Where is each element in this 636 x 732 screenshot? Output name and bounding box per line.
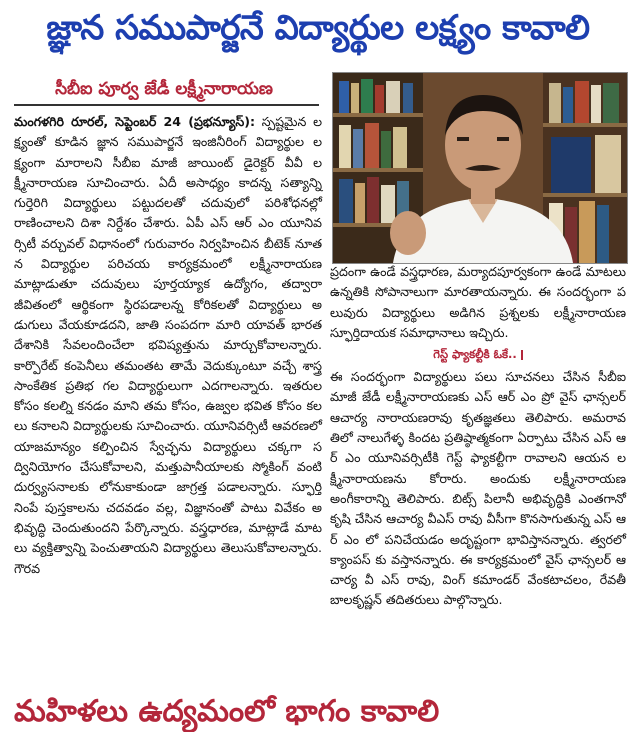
article-left-body: స్పష్టమైన లక్ష్యంతో కూడిన జ్ఞాన సముపార్జనే ఇంజినీరింగ్ విద్యార్థుల లక్ష్యంగా మారాలని సీబీఐ మాజీ జాయింట్ డైరెక్టర్ వీవీ లక్ష్మీనారాయణ సూచించారు. ఏదీ అసాధ్యం కాదన్న సత్యాన్ని గుర్తెరిగి విద్యార్థులు పట్టుదలతో చదువులో పరిశోధనల్లో రాణించాలని దిశా నిర్దేశం చేశారు. ఏపీ ఎస్ ఆర్ ఎం యూనివర్సిటీ వర్చువల్ విధానంలో గురువారం నిర్వహించిన బీటెక్ నూతన విద్యార్థుల పరిచయ కార్యక్రమంలో లక్ష్మీనారాయణ మాట్లాడుతూ చదువులు పూర్తయ్యాక ఉద్యోగం, తద్వారా జీవితంలో ఆర్థికంగా స్థిరపడాలన్న కోరికలతో విద్యార్థులు అడుగులు వేయకూడదని, జాతి సంపదగా మారి యావత్ భారతదేశానికి సేవలందించేలా భవిష్యత్తును మార్చుకోవాలన్నారు. కార్పొరేట్ కంపెనీలు తమంతట తామే వెదుక్కుంటూ వచ్చే శాస్త్ర సాంకేతిక ప్రతిభ గల విద్యార్థులుగా ఎదగాలన్నారు. ఇతరుల కోసం కలల్ని కనడం మాని తమ కోసం, ఉజ్వల భవిత కోసం కలలు కనాలని విద్యార్థులకు సూచించారు. యూనివర్సిటీ ఆవరణలో యాజమాన్యం కల్పించిన స్వేచ్ఛను విద్యార్థులు చక్కగా సద్వినియోగం చేసుకోవాలని, మత్తుపానీయాలకు స్మోకింగ్ వంటి దుర్వ్యసనాలకు లోనుకాకుండా జాగ్రత్త పడాలన్నారు. స్ఫూర్తి నింపే పుస్తకాలను చదవడం వల్ల, విజ్ఞానంతో పాటు వివేకం అభివృద్ధి చెందుతుందని పేర్కొన్నారు. వస్త్రధారణ, మాట్లాడే మాటలు వ్యక్తిత్వాన్ని పెంచుతాయని విద్యార్థులు తెలుసుకోవాలన్నారు. గౌరవ (14, 114, 323, 576)
crosshead-text: గెస్ట్ ఫ్యాకల్టీకి ఓకే.. (433, 347, 517, 362)
article-left-column (14, 112, 322, 677)
article-right-body-2: ఈ సందర్భంగా విద్యార్థులు పలు సూచనలు చేసిన సీబీఐ మాజీ జేడీ లక్ష్మీనారాయణకు ఎస్ ఆర్ ఎం ప్రో వైస్ ఛాన్సలర్ ఆచార్య నారాయణరావు కృతజ్ఞతలు తెలిపారు. అమరావతిలో నాలుగేళ్ళ కిందట ప్రతిష్ఠాత్మకంగా ఏర్పాటు చేసిన ఎస్ ఆర్ ఎం యూనివర్సిటీకి గెస్ట్ ఫ్యాకల్టీగా రావాలని ఆయన లక్ష్మీనారాయణను కోరారు. అందుకు లక్ష్మీనారాయణ అంగీకారాన్ని తెలిపారు. బిట్స్ పిలానీ అభివృద్ధికి ఎంతగానో కృషి చేసిన ఆచార్య వీఎస్ రావు వీసీగా కొనసాగుతున్న ఎస్ ఆర్ ఎం లో పనిచేయడం అదృష్టంగా భావిస్తానన్నారు. త్వరలో క్యాంపస్ కు వస్తానన్నారు. ఈ కార్యక్రమంలో వైస్ ఛాన్సలర్ ఆచార్య వీ ఎస్ రావు, వింగ్ కమాండర్ వేంకటాచలం, రేవతీ బాలకృష్ణన్ తదితరులు పాల్గొన్నారు. (330, 369, 626, 608)
next-article-strip (0, 688, 636, 729)
article-photo (332, 72, 628, 264)
article-right-column (330, 262, 626, 682)
article-right-body-1: ప్రదంగా ఉండే వస్త్రధారణ, మర్యాదపూర్వకంగా ఉండే మాటలు ఉన్నతికి సోపానాలుగా మారతాయన్నారు. ఈ సందర్భంగా పలువురు విద్యార్థులు అడిగిన ప్రశ్నలకు లక్ష్మీనారాయణ స్ఫూర్తిదాయక సమాధానాలు ఇచ్చిరు. (330, 264, 626, 340)
article-dateline: మంగళగిరి రూరల్, సెప్టెంబర్ 24 (ప్రభన్యూస్): (14, 114, 256, 129)
subhead-rule (14, 104, 319, 106)
article-subhead: సీబీఐ పూర్వ జేడీ లక్ష్మీనారాయణ (55, 79, 273, 99)
article-headline: జ్ఞాన సముపార్జనే విద్యార్థుల లక్ష్యం కావాలి (46, 8, 590, 48)
article-crosshead (330, 345, 626, 363)
next-headline-partial: మహిళలు ఉద్యమంలో భాగం కావాలి (14, 694, 440, 729)
crosshead-bar (521, 350, 523, 360)
